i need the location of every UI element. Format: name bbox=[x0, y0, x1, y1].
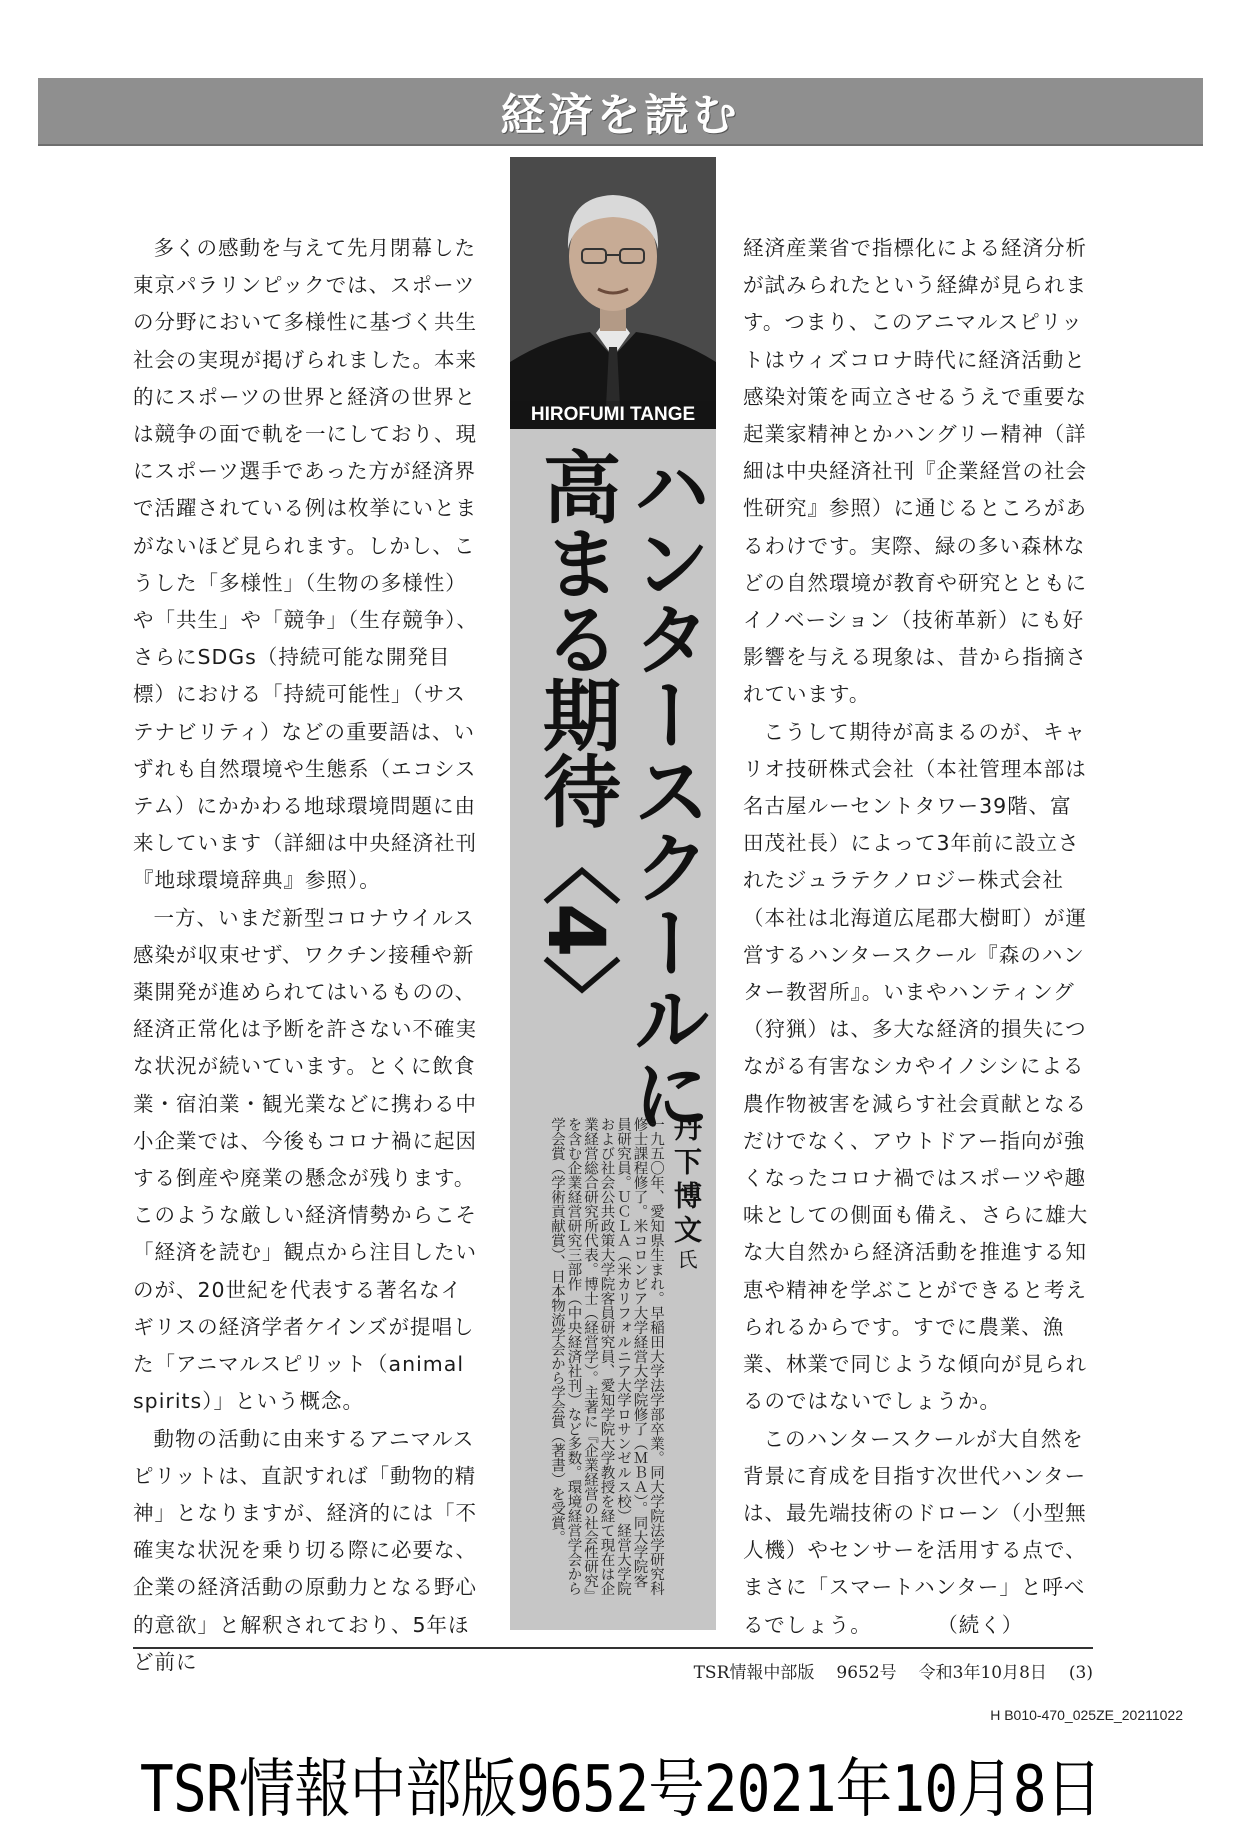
author-name: 丹下博文 bbox=[670, 1113, 703, 1249]
document-id: H B010-470_025ZE_20211022 bbox=[990, 1707, 1183, 1723]
issue-number: 9652号 bbox=[836, 1663, 897, 1683]
headline-line-1: ハンタースクールに bbox=[620, 447, 710, 1131]
article-column-left bbox=[133, 230, 483, 1681]
author-byline bbox=[668, 1113, 704, 1373]
article-column-right bbox=[743, 230, 1093, 1644]
article-paragraph: こうして期待が高まるのが、キャリオ技研株式会社（本社管理本部は名古屋ルーセントタワー39階、富田茂社長）によって3年前に設立されたジュラテクノロジー株式会社（本社は北海道広尾郡大樹町）が運営するハンタースクール『森のハンター教習所』。いまやハンティング（狩猟）は、多大な経済的損失につながる有害なシカやイノシシによる農作物被害を減らす社会貢献となるだけでなく、アウトドアー指向が強くなったコロナ禍ではスポーツや趣味としての側面も備え、さらに雄大な大自然から経済活動を推進する知恵や精神を学ぶことができると考えられるからです。すでに農業、漁業、林業で同じような傾向が見られるのではないでしょうか。 bbox=[743, 719, 1089, 1414]
footer-publication-info bbox=[133, 1658, 1093, 1683]
author-name-caption: HIROFUMI TANGE bbox=[510, 401, 716, 429]
portrait-illustration bbox=[510, 157, 716, 429]
article-paragraph: 一方、いまだ新型コロナウイルス感染が収束せず、ワクチン接種や新薬開発が進められてはいるものの、経済正常化は予断を許さない不確実な状況が続いています。とくに飲食業・宿泊業・観光業などに携わる中小企業では、今後もコロナ禍に起因する倒産や廃業の懸念が残ります。このような厳しい経済情勢からこそ「経済を読む」観点から注目したいのが、20世紀を代表する著名なイギリスの経済学者ケインズが提唱した「アニマルスピリット（animal spirits）」という概念。 bbox=[133, 905, 477, 1414]
article-paragraph: このハンタースクールが大自然を背景に育成を目指す次世代ハンターは、最先端技術のドローン（小型無人機）やセンサーを活用する点で、まさに「スマートハンター」と呼べるでしょう。 （続く） bbox=[743, 1426, 1087, 1637]
author-bio: 一九五〇年、愛知県生まれ。早稲田大学法学部卒業。同大学院法学研究科修士課程修了。米コロンビア大学経営大学院修了（ＭＢＡ）。同大学院客員研究員。ＵＣＬＡ（米カリフォルニア大学ロサンゼルス校）経営大学院および社会公共政策大学院客員研究員、愛知学院大学教授を経て現在は企業経営総合研究所代表。博士（経営学）。主著に『企業経営の社会性研究』を含む企業経営研究三部作（中央経済社刊）など多数。環境経営学会から学会賞（学術貢献賞）、日本物流学会から学会賞（著書）を受賞。 bbox=[549, 1117, 664, 1596]
article-paragraph: 動物の活動に由来するアニマルスピリットは、直訳すれば「動物的精神」となりますが、経済的には「不確実な状況を乗り切る際に必要な、企業の経済活動の原動力となる野心的意欲」と解釈されており、5年ほど前に bbox=[133, 1426, 477, 1674]
headline-line-2: 高まる期待〈4〉 bbox=[530, 447, 620, 1032]
article-paragraph: 多くの感動を与えて先月閉幕した東京パラリンピックでは、スポーツの分野において多様性に基づく共生社会の実現が掲げられました。本来的にスポーツの世界と経済の世界とは競争の面で軌を一にしており、現にスポーツ選手であった方が経済界で活躍されている例は枚挙にいとまがないほど見られます。しかし、こうした「多様性」（生物の多様性）や「共生」や「競争」（生存競争）、さらにSDGs（持続可能な開発目標）における「持続可能性」（サステナビリティ）などの重要語は、いずれも自然環境や生態系（エコシステム）にかかわる地球環境問題に由来しています（詳細は中央経済社刊『地球環境辞典』参照）。 bbox=[133, 236, 478, 893]
publication-date: 令和3年10月8日 bbox=[918, 1663, 1047, 1683]
section-title: 経済を読む bbox=[500, 90, 741, 141]
footer-divider bbox=[133, 1647, 1093, 1649]
page-number: (3) bbox=[1068, 1663, 1093, 1683]
author-photo bbox=[510, 157, 716, 429]
publication-name: TSR情報中部版 bbox=[693, 1663, 815, 1683]
section-banner bbox=[38, 78, 1203, 146]
article-paragraph: 経済産業省で指標化による経済分析が試みられたという経緯が見られます。つまり、このアニマルスピリットはウィズコロナ時代に経済活動と感染対策を両立させるうえで重要な起業家精神とかハングリー精神（詳細は中央経済社刊『企業経営の社会性研究』参照）に通じるところがあるわけです。実際、緑の多い森林などの自然環境が教育や研究とともにイノベーション（技術革新）にも好影響を与える現象は、昔から指摘されています。 bbox=[743, 236, 1087, 707]
headline-panel bbox=[510, 157, 716, 1630]
source-caption: TSR情報中部版9652号2021年10月8日 bbox=[139, 1753, 1102, 1827]
author-honorific: 氏 bbox=[674, 1249, 698, 1275]
